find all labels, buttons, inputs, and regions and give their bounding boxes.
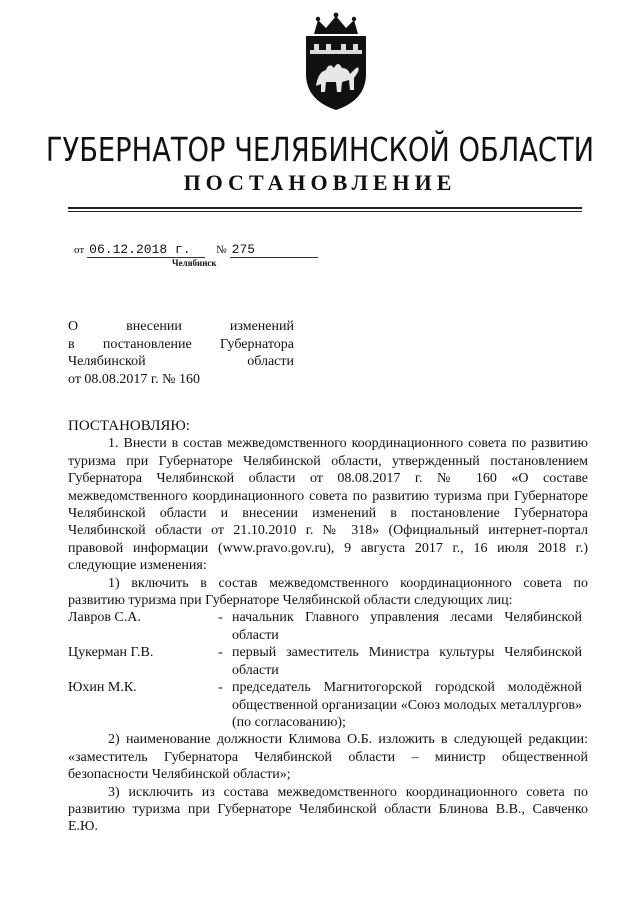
document-subject <box>68 318 294 388</box>
document-date: 06.12.2018 г. <box>87 243 205 258</box>
subject-line: Челябинской области <box>68 354 294 369</box>
number-prefix: № <box>216 244 227 256</box>
chelyabinsk-oblast-coat-of-arms-icon <box>296 12 376 112</box>
header-divider <box>68 207 582 209</box>
subject-line: от 08.08.2017 г. № 160 <box>68 371 200 387</box>
paragraph-1-1: 1) включить в состав межведомственного координационного совета по развитию туризма при Губернаторе Челябинской области следующих лиц: <box>68 575 588 609</box>
header-divider-thin <box>68 211 582 212</box>
member-row <box>68 609 588 644</box>
member-name: Юхин М.К. <box>68 680 137 696</box>
member-dash: - <box>218 645 223 661</box>
member-dash: - <box>218 680 223 696</box>
subject-line: О внесении изменений <box>68 319 294 334</box>
paragraph-1-3: 3) исключить из состава межведомственного координационного совета по развитию туризма при Губернаторе Челябинской области Блинова В.В., Савченко Е.Ю. <box>68 784 588 835</box>
document-city: Челябинск <box>172 258 217 268</box>
document-body <box>68 418 588 836</box>
document-meta <box>74 242 318 258</box>
paragraph-1-2: 2) наименование должности Климова О.Б. изложить в следующей редакции: «заместитель Губернатора Челябинской области – министр общественной безопасности Челябинской области»; <box>68 732 588 783</box>
document-number: 275 <box>230 243 318 258</box>
authority-title: ГУБЕРНАТОР ЧЕЛЯБИНСКОЙ ОБЛАСТИ <box>45 130 595 169</box>
resolution-heading: ПОСТАНОВЛЯЮ: <box>68 418 190 434</box>
member-name: Лавров С.А. <box>68 610 141 626</box>
member-position: начальник Главного управления лесами Челябинской области <box>232 610 582 643</box>
paragraph-1: 1. Внести в состав межведомственного координационного совета по развитию туризма при Губернаторе Челябинской области, утвержденный постановлением Губернатора Челябинской области от 08.08.2017 г. № 160 «О составе межведомственного координационного совета по развитию туризма при Губернаторе Челябинской области и внесении изменений в постановление Губернатора Челябинской области от 21.10.2010 г. № 318» (Официальный интернет-портал правовой информации (www.pravo.gov.ru), 9 августа 2017 г., 16 июля 2018 г.) следующие изменения: <box>68 436 588 574</box>
date-prefix: от <box>74 244 85 256</box>
document-type-title: ПОСТАНОВЛЕНИЕ <box>183 170 457 195</box>
subject-line: в постановление Губернатора <box>68 336 294 352</box>
member-name: Цукерман Г.В. <box>68 645 154 661</box>
member-row <box>68 644 588 679</box>
member-position: председатель Магнитогорской городской молодёжной общественной организации «Союз молодых металлургов» (по согласованию); <box>232 680 582 730</box>
member-row <box>68 679 588 731</box>
member-dash: - <box>218 610 223 626</box>
member-position: первый заместитель Министра культуры Челябинской области <box>232 645 582 678</box>
